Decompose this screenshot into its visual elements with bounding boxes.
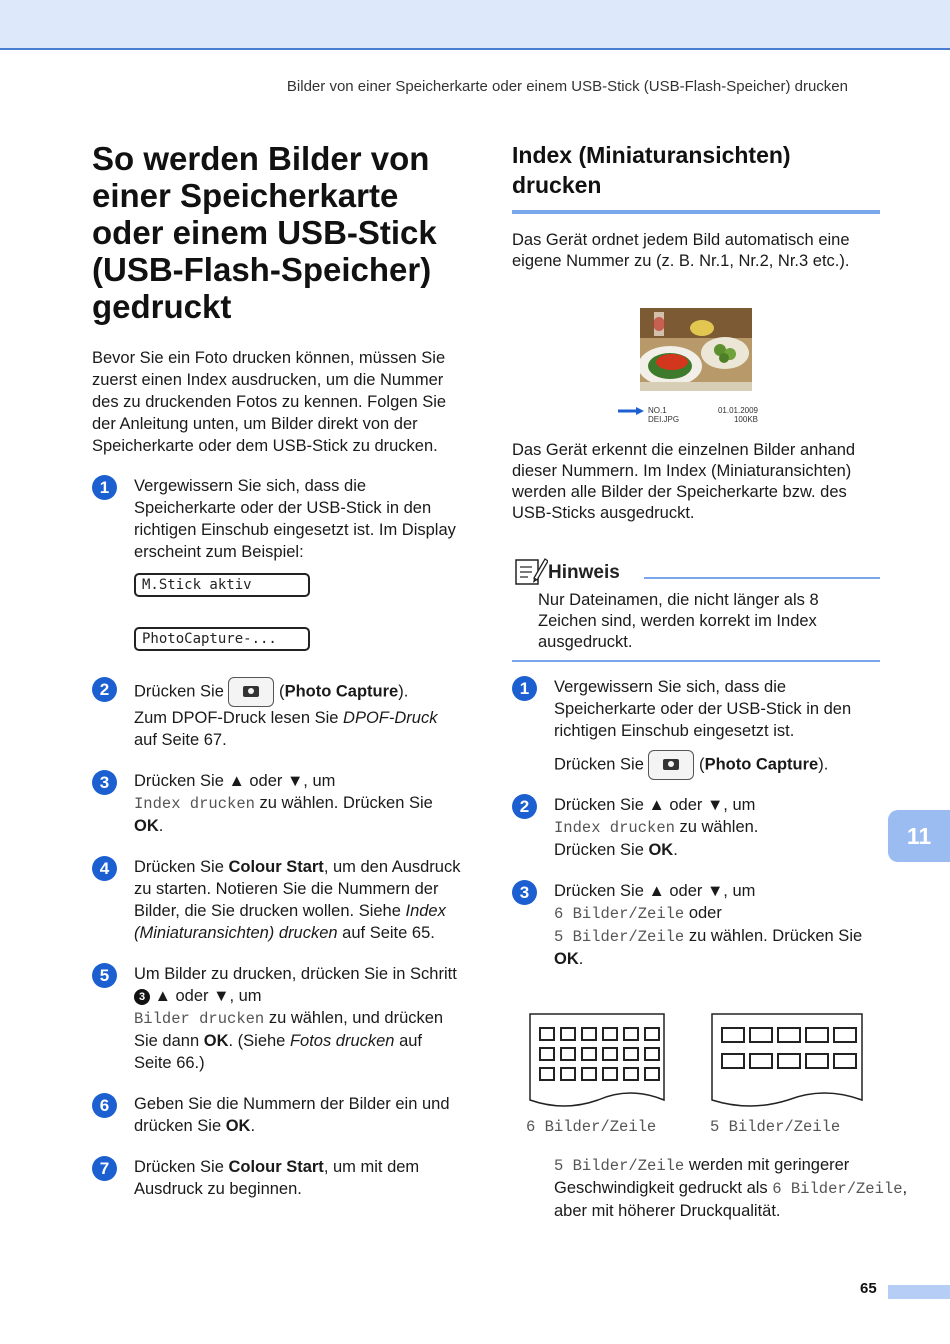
step-text-part: Drücken Sie [554,755,644,774]
chapter-tab: 11 [888,810,950,862]
thumbnail-photo [640,308,752,391]
caption-filename: DEI.JPG [648,415,680,424]
step-text-part: ( [274,682,285,701]
step-text-part: zu wählen. Drücken Sie [254,794,433,812]
diagram-label-six: 6 Bilder/Zeile [526,1118,657,1136]
intro-paragraph: Bevor Sie ein Foto drucken können, müssen Sie zuerst einen Index ausdrucken, um die Nummer des zu druckenden Fotos zu kennen. Folgen Sie der Anleitung unten, um Bilder direkt von der Speicherkarte oder dem USB-Stick zu drucken. [92,349,447,455]
section-title: So werden Bilder von einer Speicherkarte oder einem USB-Stick (USB-Flash-Speicher) gedruckt [92,140,437,325]
thumbnail-slot [603,1068,617,1080]
title-underline [512,210,880,214]
running-header: Bilder von einer Speicherkarte oder einem USB-Stick (USB-Flash-Speicher) drucken [286,78,848,95]
step-text-part: ( [694,755,705,774]
step-text [134,1093,462,1137]
step-text-part: ). [398,682,409,701]
step-text [554,794,880,861]
thumbnail-slot [834,1054,856,1068]
thumbnail-slot [582,1028,596,1040]
step-4 [92,856,462,944]
thumbnail-slot [624,1068,638,1080]
step-3 [512,880,880,970]
key-name: Colour Start [228,858,324,876]
step-text-part: . (Siehe [228,1032,290,1050]
ok-key: OK [648,841,674,859]
note-rule [644,577,880,579]
lcd-display-line: PhotoCapture-... [134,627,310,651]
photo-capture-button-icon [648,750,694,780]
step-number: 2 [512,794,537,819]
step-text-part: . [250,1117,256,1135]
photo-capture-button-icon [228,677,274,707]
step-1 [92,475,462,657]
thumbnail-slot [603,1048,617,1060]
ok-key: OK [225,1117,251,1135]
paragraph: Das Gerät ordnet jedem Bild automatisch eine eigene Nummer zu (z. B. Nr.1, Nr.2, Nr.3 etc.). [512,231,850,270]
step-text-part: zu wählen, und drücken Sie dann [134,1009,444,1050]
step-text-part: ). [818,755,829,774]
step-text-part: Um Bilder zu drucken, drücken Sie in Schritt [134,965,457,983]
step-text-part: auf Seite 67. [134,731,227,749]
page-number: 65 [860,1280,877,1297]
top-band [0,0,950,50]
step-reference-badge: 3 [134,989,150,1005]
step-1 [512,676,880,780]
thumbnail-slot [750,1054,772,1068]
step-text: Vergewissern Sie sich, dass die Speicherkarte oder der USB-Stick in den richtigen Einschub eingesetzt ist. [554,678,852,740]
lcd-display-line: M.Stick aktiv [134,573,310,597]
step-text-part: ▲ oder ▼, um [150,987,262,1005]
step-text-part: . [578,950,584,968]
thumbnail-slot [645,1048,659,1060]
step-text-part: oder [684,904,722,922]
step-text-part: auf Seite 65. [337,924,435,942]
step-text-part: auf Seite 66.) [134,1032,423,1072]
caption-size: 100KB [733,415,758,424]
step-text-part: . [673,841,678,859]
step-text-part: Drücken Sie [554,841,649,859]
step-text [134,1156,462,1200]
thumbnail-slot [834,1028,856,1042]
subsection-title: Index (Miniaturansichten) drucken [512,142,791,198]
step-text [554,1154,922,1222]
step-text [134,770,462,837]
thumbnail-slot [603,1028,617,1040]
step-text: Vergewissern Sie sich, dass die Speicherkarte oder der USB-Stick in den richtigen Einschub eingesetzt ist. Im Display erscheint zum Beispiel: [134,477,456,561]
step-7 [92,1156,462,1200]
step-text-part: , um mit dem Ausdruck zu beginnen. [134,1158,420,1198]
caption-date: 01.01.2009 [717,406,758,415]
step-text-part: Geben Sie die Nummern der Bilder ein und drücken Sie [134,1095,450,1135]
thumbnail-slot [540,1068,554,1080]
step-text-part: werden mit geringerer Geschwindigkeit gedruckt als [554,1156,850,1197]
button-name: Photo Capture [704,755,819,774]
note-header [512,554,880,584]
ok-key: OK [134,817,159,835]
left-column [92,140,462,1200]
page-number-bar [888,1285,950,1299]
step-number: 3 [512,880,537,905]
step-text-part: . [158,817,164,835]
cross-reference: Fotos drucken [289,1032,395,1050]
step-number: 2 [92,677,117,702]
thumbnail-slot [645,1028,659,1040]
step-text [554,750,880,780]
thumbnail-slot [778,1028,800,1042]
step-text [554,880,880,970]
note-bottom-rule [512,660,880,662]
thumbnail-slot [540,1028,554,1040]
thumbnail-slot [540,1048,554,1060]
caption-number: NO.1 [648,406,667,415]
step-text-part: zu wählen. Drücken Sie [684,927,863,945]
thumbnail-slot [806,1028,828,1042]
thumbnail-slot [778,1054,800,1068]
thumbnail-slot [561,1068,575,1080]
note-text: Nur Dateinamen, die nicht länger als 8 Zeichen sind, werden korrekt im Index ausgedruckt. [538,591,819,651]
thumbnail-caption [618,406,758,426]
step-text-part: Drücken Sie [134,1158,229,1176]
menu-option: 5 Bilder/Zeile [554,928,685,946]
menu-option: Index drucken [554,819,675,837]
step-text-part: , um den Ausdruck zu starten. Notieren Sie die Nummern der Bilder, die Sie drucken wollen. Siehe [134,858,461,920]
step-text-part: Drücken Sie ▲ oder ▼, um [554,796,756,814]
step-text [134,677,462,751]
step-number: 3 [92,770,117,795]
ok-key: OK [203,1032,229,1050]
thumbnail-slot [624,1028,638,1040]
thumbnail-slot [645,1068,659,1080]
thumbnail-slot [806,1054,828,1068]
thumbnail-slot [582,1048,596,1060]
step-number: 1 [92,475,117,500]
step-text-part: zu wählen. [674,818,759,836]
ok-key: OK [554,950,579,968]
thumbnail-slot [561,1048,575,1060]
diagram-label-five: 5 Bilder/Zeile [710,1118,841,1136]
thumbnail-slot [722,1054,744,1068]
five-per-row-sheet-diagram [710,1012,866,1112]
cross-reference: Index (Miniaturansichten) drucken [134,902,446,942]
step-2 [512,794,880,861]
step-2 [92,677,462,751]
thumbnail-slot [561,1028,575,1040]
step-3 [92,770,462,837]
step-number: 4 [92,856,117,881]
step-text [134,856,462,944]
menu-option: 5 Bilder/Zeile [554,1157,685,1175]
step-number: 1 [512,676,537,701]
note-label: Hinweis [548,562,620,583]
thumbnail-slot [582,1068,596,1080]
thumbnail-slot [722,1028,744,1042]
step-text [134,963,462,1074]
step-number: 6 [92,1093,117,1118]
step-text-part: Drücken Sie [134,682,224,701]
six-per-row-sheet-diagram [528,1012,668,1112]
key-name: Colour Start [228,1158,324,1176]
menu-option: Bilder drucken [134,1010,265,1028]
closing-note [512,1154,922,1222]
step-number: 7 [92,1156,117,1181]
cross-reference: DPOF-Druck [343,709,438,727]
step-text-part: Drücken Sie ▲ oder ▼, um [134,772,336,790]
note-pencil-icon [514,556,548,586]
step-text-part: Zum DPOF-Druck lesen Sie [134,709,344,727]
step-text-part: Drücken Sie ▲ oder ▼, um [554,882,756,900]
step-5 [92,963,462,1074]
arrow-right-icon [618,407,644,415]
step-6 [92,1093,462,1137]
step-text-part: Drücken Sie [134,858,229,876]
thumbnail-slot [624,1048,638,1060]
paragraph: Das Gerät erkennt die einzelnen Bilder anhand dieser Nummern. Im Index (Miniaturansichten) werden alle Bilder der Speicherkarte bzw. des USB-Sticks ausgedruckt. [512,441,856,522]
menu-option: Index drucken [134,795,255,813]
step-text-part: , aber mit höherer Druckqualität. [554,1179,908,1220]
thumbnail-slot [750,1028,772,1042]
step-number: 5 [92,963,117,988]
menu-option: 6 Bilder/Zeile [554,905,685,923]
menu-option: 6 Bilder/Zeile [772,1180,903,1198]
button-name: Photo Capture [284,682,399,701]
right-column [512,140,908,1270]
